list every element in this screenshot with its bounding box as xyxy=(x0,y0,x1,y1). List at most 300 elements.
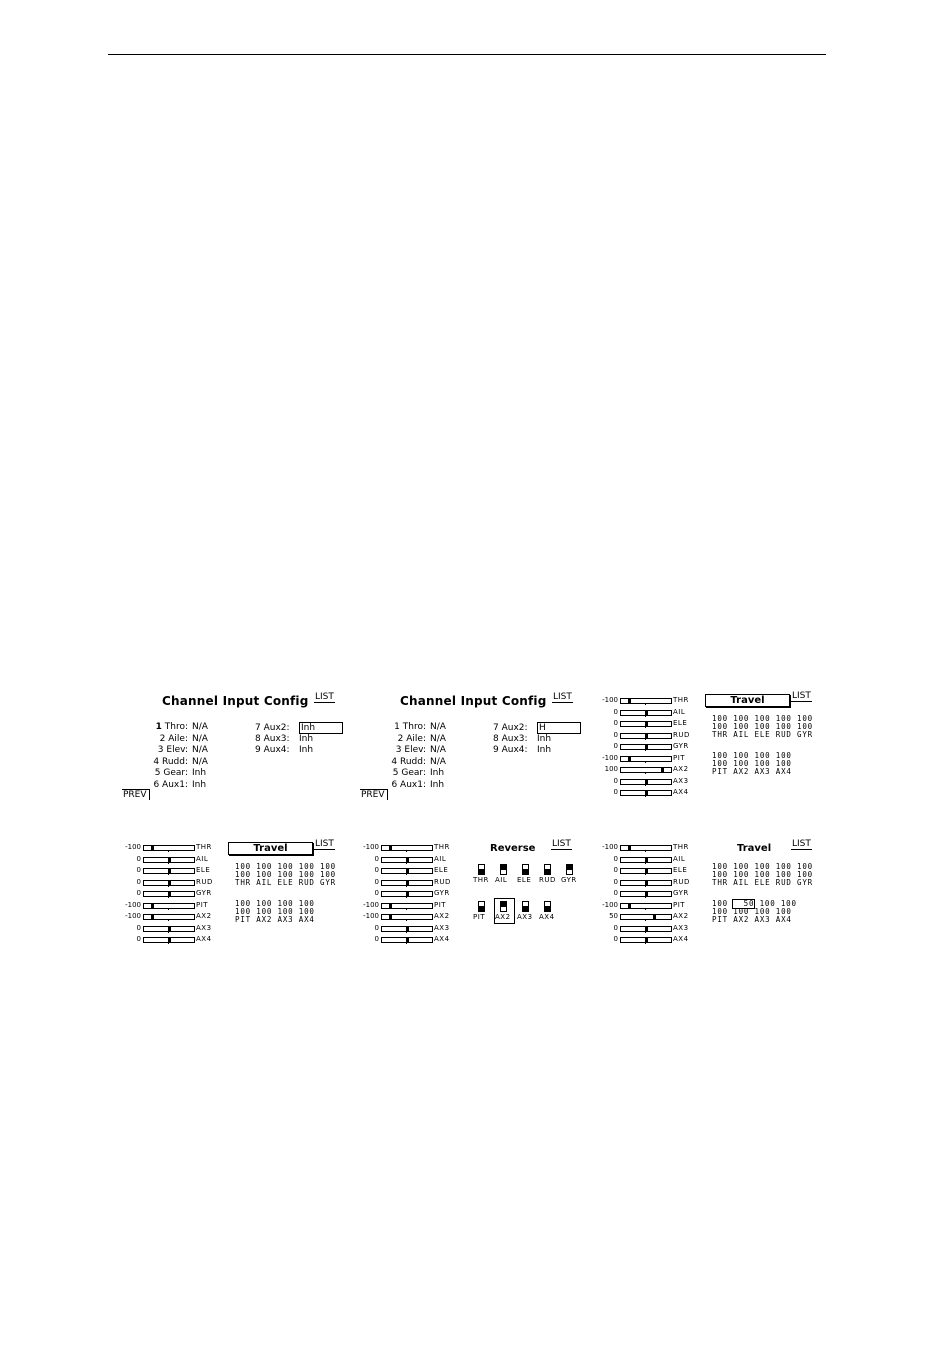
travel-values-row-3: 100 100 100 100 xyxy=(235,899,315,908)
channel-value: N/A xyxy=(430,733,446,744)
monitor-row-rud xyxy=(613,730,695,742)
channel-value: Inh xyxy=(537,745,552,755)
travel-labels-row-2: PIT AX2 AX3 AX4 xyxy=(712,767,792,776)
monitor-row-gyr xyxy=(374,888,456,900)
monitor-position-marker xyxy=(645,733,648,739)
monitor-center-tick xyxy=(168,850,169,852)
monitor-row-pit xyxy=(125,900,218,912)
channel-number: 3 xyxy=(157,745,164,755)
channel-value: Inh xyxy=(192,779,207,790)
travel-value-rest: 100 100 xyxy=(759,899,797,908)
monitor-value: 0 xyxy=(374,889,379,897)
travel-values-row-1: 100 100 100 100 100 xyxy=(712,862,813,871)
monitor-value: -100 xyxy=(125,843,141,851)
travel-values-row-3: 100 100 100 100 xyxy=(712,751,792,760)
monitor-row-ax4 xyxy=(374,934,456,946)
monitor-position-marker xyxy=(645,721,648,727)
reverse-switch-state xyxy=(545,906,550,911)
monitor-bar xyxy=(620,937,672,943)
channel-value-selected[interactable]: Inh xyxy=(299,722,343,734)
monitor-channel-name: AX4 xyxy=(673,935,689,943)
reverse-screen xyxy=(470,838,585,928)
channel-name: Elev: xyxy=(166,745,188,755)
monitor-channel-name: AX2 xyxy=(434,912,450,920)
channel-row-1[interactable] xyxy=(358,722,446,734)
monitor-position-marker xyxy=(168,891,171,897)
travel-labels-row-2: PIT AX2 AX3 AX4 xyxy=(712,915,792,924)
monitor-position-marker xyxy=(645,779,648,785)
monitor-bar xyxy=(620,903,672,909)
channel-label xyxy=(358,745,426,757)
monitor-channel-name: AX3 xyxy=(434,923,450,932)
channel-row-3[interactable] xyxy=(358,745,446,757)
monitor-value: 0 xyxy=(613,707,618,716)
channel-row-5[interactable] xyxy=(358,768,444,780)
travel-screen-2 xyxy=(228,838,348,928)
monitor-channel-name: THR xyxy=(196,843,212,851)
monitor-value: 0 xyxy=(613,730,618,739)
monitor-row-ax3 xyxy=(374,923,456,935)
list-button[interactable]: LIST xyxy=(315,692,334,702)
monitor-bar xyxy=(143,903,195,909)
monitor-position-marker xyxy=(645,937,648,943)
channel-value: Inh xyxy=(430,768,445,778)
monitor-center-tick xyxy=(645,761,646,763)
monitor-channel-name: AIL xyxy=(434,854,447,863)
monitor-row-pit xyxy=(363,900,456,912)
monitor-row-ail xyxy=(136,854,218,866)
monitor-position-marker xyxy=(645,710,648,716)
reverse-switch-state xyxy=(501,865,506,870)
channel-name: Aux4: xyxy=(263,745,290,755)
monitor-row-pit xyxy=(602,753,695,765)
monitor-bar xyxy=(143,857,195,863)
monitor-bar xyxy=(143,926,195,932)
channel-label xyxy=(120,745,188,757)
monitor-position-marker xyxy=(168,926,171,932)
monitor-row-ax2 xyxy=(604,764,695,776)
monitor-screen-1 xyxy=(602,695,695,800)
monitor-channel-name: RUD xyxy=(434,877,451,886)
monitor-bar xyxy=(620,710,672,716)
monitor-value: 0 xyxy=(613,889,618,897)
list-button[interactable]: LIST xyxy=(553,692,572,702)
monitor-bar xyxy=(620,845,672,851)
monitor-position-marker xyxy=(406,868,409,874)
travel-title: Travel xyxy=(228,842,313,855)
channel-row-3[interactable] xyxy=(120,745,208,757)
travel-labels-row-1: THR AIL ELE RUD GYR xyxy=(712,730,813,739)
monitor-value: -100 xyxy=(363,912,379,920)
monitor-channel-name: GYR xyxy=(673,742,689,750)
reverse-title: Reverse xyxy=(490,843,536,854)
travel-title: Travel xyxy=(705,694,790,707)
list-button[interactable]: LIST xyxy=(792,839,811,849)
monitor-center-tick xyxy=(645,703,646,705)
reverse-label: GYR xyxy=(561,876,577,884)
channel-row-5[interactable] xyxy=(120,768,206,780)
monitor-position-marker xyxy=(406,857,409,863)
monitor-value: 0 xyxy=(136,854,141,863)
monitor-position-marker xyxy=(628,698,631,704)
reverse-switch-pit[interactable] xyxy=(478,901,485,912)
monitor-position-marker xyxy=(645,868,648,874)
screen-title: Channel Input Config xyxy=(400,694,547,708)
monitor-channel-name: PIT xyxy=(196,900,209,909)
reverse-switch-state xyxy=(523,906,528,911)
reverse-label: AX4 xyxy=(539,913,555,921)
reverse-switch-ail[interactable] xyxy=(500,864,507,875)
reverse-label: PIT xyxy=(473,913,486,921)
monitor-bar xyxy=(620,926,672,932)
channel-value: N/A xyxy=(192,756,208,767)
reverse-switch-ele[interactable] xyxy=(522,864,529,875)
channel-number: 9 xyxy=(255,745,261,755)
channel-name: Aux4: xyxy=(501,745,528,755)
monitor-value: -100 xyxy=(602,843,618,851)
channel-input-config-screen-1 xyxy=(120,690,350,805)
monitor-channel-name: RUD xyxy=(673,730,690,739)
channel-name: Aux2: xyxy=(263,723,290,733)
channel-name: Aux1: xyxy=(162,779,188,790)
channel-name: Thro: xyxy=(164,722,188,732)
monitor-position-marker xyxy=(645,790,648,796)
reverse-label: THR xyxy=(473,876,489,884)
channel-label xyxy=(358,757,426,769)
channel-number: 4 xyxy=(391,756,398,767)
monitor-row-ax2 xyxy=(609,911,695,923)
travel-values-row-2: 100 100 100 100 100 xyxy=(235,870,336,879)
channel-name: Aux3: xyxy=(263,733,290,744)
reverse-switch-ax3[interactable] xyxy=(522,901,529,912)
channel-label xyxy=(493,734,537,746)
channel-number: 6 xyxy=(153,779,160,790)
channel-row-8[interactable] xyxy=(255,734,313,746)
monitor-screen-4 xyxy=(602,842,695,947)
monitor-channel-name: ELE xyxy=(196,866,211,874)
monitor-bar xyxy=(381,926,433,932)
monitor-bar xyxy=(381,914,433,920)
channel-name: Aux2: xyxy=(501,723,528,733)
monitor-value: 0 xyxy=(613,742,618,750)
monitor-value: 0 xyxy=(136,935,141,943)
monitor-row-thr xyxy=(363,842,456,854)
monitor-position-marker xyxy=(645,926,648,932)
channel-label xyxy=(255,734,299,746)
reverse-switch-state xyxy=(479,906,484,911)
channel-number: 5 xyxy=(154,768,161,778)
channel-name: Gear: xyxy=(401,768,426,778)
monitor-position-marker xyxy=(406,937,409,943)
monitor-position-marker xyxy=(406,891,409,897)
monitor-value: -100 xyxy=(125,912,141,920)
channel-name: Rudd: xyxy=(399,756,426,767)
monitor-channel-name: ELE xyxy=(673,866,688,874)
reverse-switch-state xyxy=(523,869,528,874)
channel-value: N/A xyxy=(192,745,208,755)
monitor-position-marker xyxy=(661,767,664,773)
monitor-value: -100 xyxy=(363,843,379,851)
monitor-row-ail xyxy=(374,854,456,866)
monitor-channel-name: GYR xyxy=(673,889,689,897)
monitor-row-ax4 xyxy=(613,934,695,946)
travel-labels-row-2: PIT AX2 AX3 AX4 xyxy=(235,915,315,924)
monitor-bar xyxy=(620,698,672,704)
monitor-position-marker xyxy=(645,744,648,750)
channel-number: 7 xyxy=(493,723,499,733)
channel-row-2[interactable] xyxy=(120,734,208,746)
monitor-bar xyxy=(620,790,672,796)
channel-value: Inh xyxy=(299,733,314,744)
monitor-position-marker xyxy=(389,845,392,851)
monitor-channel-name: RUD xyxy=(673,877,690,886)
monitor-bar xyxy=(381,891,433,897)
monitor-row-ax4 xyxy=(613,787,695,799)
channel-value: Inh xyxy=(430,779,445,790)
monitor-value: 0 xyxy=(136,889,141,897)
channel-name: Aux1: xyxy=(400,779,426,790)
monitor-channel-name: AX2 xyxy=(673,912,689,920)
monitor-channel-name: AX4 xyxy=(196,935,212,943)
monitor-bar xyxy=(620,779,672,785)
monitor-bar xyxy=(620,891,672,897)
monitor-channel-name: GYR xyxy=(434,889,450,897)
reverse-switch-thr[interactable] xyxy=(478,864,485,875)
monitor-position-marker xyxy=(168,857,171,863)
monitor-bar xyxy=(381,845,433,851)
monitor-center-tick xyxy=(645,919,646,921)
monitor-channel-name: ELE xyxy=(673,719,688,727)
monitor-value: -100 xyxy=(602,753,618,762)
monitor-row-thr xyxy=(125,842,218,854)
monitor-row-ail xyxy=(613,707,695,719)
travel-value-ax2-selected[interactable]: 50 xyxy=(733,900,754,908)
channel-row-9[interactable] xyxy=(255,745,313,757)
monitor-bar xyxy=(620,733,672,739)
channel-value: N/A xyxy=(430,756,446,767)
channel-number: 1 xyxy=(394,722,400,732)
channel-input-config-screen-2 xyxy=(358,690,588,805)
monitor-bar xyxy=(143,880,195,886)
monitor-bar xyxy=(620,767,672,773)
monitor-channel-name: PIT xyxy=(673,900,686,909)
travel-screen-3 xyxy=(705,838,825,928)
channel-label xyxy=(358,768,426,780)
monitor-value: 0 xyxy=(136,877,141,886)
monitor-position-marker xyxy=(628,756,631,762)
monitor-position-marker xyxy=(645,891,648,897)
channel-name: Aile: xyxy=(406,733,426,744)
travel-title: Travel xyxy=(737,843,772,854)
channel-label xyxy=(358,734,426,746)
monitor-row-thr xyxy=(602,842,695,854)
reverse-switch-rud[interactable] xyxy=(544,864,551,875)
screen-title: Channel Input Config xyxy=(162,694,309,708)
monitor-row-gyr xyxy=(136,888,218,900)
reverse-label: ELE xyxy=(517,876,532,884)
monitor-row-gyr xyxy=(613,888,695,900)
monitor-value: 0 xyxy=(613,923,618,932)
monitor-channel-name: RUD xyxy=(196,877,213,886)
reverse-label: RUD xyxy=(539,876,556,884)
monitor-bar xyxy=(381,937,433,943)
channel-number: 8 xyxy=(255,733,261,744)
monitor-value: -100 xyxy=(125,900,141,909)
monitor-channel-name: AIL xyxy=(673,707,686,716)
monitor-row-ail xyxy=(613,854,695,866)
monitor-value: 50 xyxy=(609,912,618,920)
monitor-value: 0 xyxy=(613,788,618,796)
monitor-position-marker xyxy=(151,903,154,909)
monitor-bar xyxy=(620,744,672,750)
channel-value: Inh xyxy=(537,733,552,744)
channel-number: 2 xyxy=(159,733,166,744)
reverse-switch-state xyxy=(545,869,550,874)
monitor-channel-name: THR xyxy=(434,843,450,851)
monitor-bar xyxy=(620,857,672,863)
channel-row-1[interactable] xyxy=(120,722,208,734)
monitor-bar xyxy=(620,756,672,762)
channel-number: 4 xyxy=(153,756,160,767)
monitor-center-tick xyxy=(645,772,646,774)
monitor-value: 0 xyxy=(613,719,618,727)
channel-number: 1 xyxy=(155,722,162,732)
monitor-center-tick xyxy=(645,908,646,910)
channel-number: 5 xyxy=(392,768,399,778)
travel-values-row-1: 100 100 100 100 100 xyxy=(235,862,336,871)
monitor-channel-name: ELE xyxy=(434,866,449,874)
monitor-value: 0 xyxy=(136,866,141,874)
travel-values-row-1: 100 100 100 100 100 xyxy=(712,714,813,723)
monitor-row-rud xyxy=(136,877,218,889)
monitor-center-tick xyxy=(406,908,407,910)
monitor-value: 100 xyxy=(604,765,618,773)
monitor-center-tick xyxy=(406,850,407,852)
travel-value-pit: 100 xyxy=(712,899,728,908)
reverse-label: AIL xyxy=(495,876,508,884)
travel-screen-1 xyxy=(705,690,825,780)
monitor-value: -100 xyxy=(363,900,379,909)
monitor-bar xyxy=(143,937,195,943)
monitor-row-ax3 xyxy=(136,923,218,935)
monitor-position-marker xyxy=(406,926,409,932)
list-button[interactable]: LIST xyxy=(792,691,811,701)
monitor-row-ele xyxy=(374,865,456,877)
monitor-value: 0 xyxy=(374,923,379,932)
page-header-rule xyxy=(108,54,826,55)
monitor-channel-name: AIL xyxy=(673,854,686,863)
monitor-row-ax2 xyxy=(363,911,456,923)
reverse-label: AX3 xyxy=(517,913,533,921)
channel-label xyxy=(120,734,188,746)
monitor-center-tick xyxy=(645,850,646,852)
reverse-switch-state xyxy=(479,869,484,874)
monitor-screen-2 xyxy=(125,842,218,947)
monitor-value: 0 xyxy=(613,854,618,863)
channel-name: Aux3: xyxy=(501,733,528,744)
monitor-row-ax3 xyxy=(613,923,695,935)
monitor-row-ele xyxy=(136,865,218,877)
monitor-position-marker xyxy=(168,937,171,943)
monitor-channel-name: AX4 xyxy=(673,788,689,796)
channel-label xyxy=(358,722,426,734)
list-button[interactable]: LIST xyxy=(552,839,571,849)
monitor-bar xyxy=(620,914,672,920)
monitor-bar xyxy=(620,721,672,727)
monitor-bar xyxy=(620,868,672,874)
channel-row-4[interactable] xyxy=(358,757,446,769)
monitor-channel-name: AX3 xyxy=(196,923,212,932)
monitor-channel-name: AX3 xyxy=(673,776,689,785)
monitor-position-marker xyxy=(653,914,656,920)
monitor-channel-name: AX2 xyxy=(196,912,212,920)
channel-value: N/A xyxy=(192,722,208,732)
channel-name: Elev: xyxy=(404,745,426,755)
channel-value: Inh xyxy=(299,745,314,755)
monitor-position-marker xyxy=(645,880,648,886)
channel-number: 9 xyxy=(493,745,499,755)
travel-values-row-2: 100 100 100 100 100 xyxy=(712,722,813,731)
channel-label xyxy=(255,745,299,757)
channel-value: Inh xyxy=(192,768,207,778)
monitor-screen-3 xyxy=(363,842,456,947)
monitor-value: 0 xyxy=(374,877,379,886)
monitor-value: 0 xyxy=(374,935,379,943)
channel-name: Aile: xyxy=(168,733,188,744)
monitor-bar xyxy=(620,880,672,886)
monitor-channel-name: AX3 xyxy=(673,923,689,932)
channel-row-2[interactable] xyxy=(358,734,446,746)
travel-values-row-2: 100 100 100 100 100 xyxy=(712,870,813,879)
channel-name: Gear: xyxy=(163,768,188,778)
monitor-position-marker xyxy=(151,845,154,851)
list-button[interactable]: LIST xyxy=(315,839,334,849)
channel-number: 6 xyxy=(391,779,398,790)
monitor-position-marker xyxy=(406,880,409,886)
monitor-position-marker xyxy=(151,914,154,920)
channel-number: 2 xyxy=(397,733,404,744)
reverse-selection-cursor xyxy=(494,898,515,924)
monitor-bar xyxy=(381,868,433,874)
monitor-row-ele xyxy=(613,865,695,877)
monitor-bar xyxy=(143,868,195,874)
monitor-center-tick xyxy=(168,919,169,921)
monitor-position-marker xyxy=(628,903,631,909)
monitor-value: 0 xyxy=(613,866,618,874)
monitor-row-ax4 xyxy=(136,934,218,946)
monitor-center-tick xyxy=(406,919,407,921)
prev-button[interactable]: PREV xyxy=(122,789,150,800)
monitor-row-gyr xyxy=(613,741,695,753)
channel-value-selected[interactable]: H xyxy=(537,722,581,734)
monitor-position-marker xyxy=(389,903,392,909)
monitor-channel-name: GYR xyxy=(196,889,212,897)
reverse-switch-gyr[interactable] xyxy=(566,864,573,875)
channel-value: N/A xyxy=(430,745,446,755)
channel-number: 8 xyxy=(493,733,499,744)
channel-row-4[interactable] xyxy=(120,757,208,769)
monitor-channel-name: THR xyxy=(673,843,689,851)
channel-name: Thro: xyxy=(402,722,426,732)
channel-row-9[interactable] xyxy=(493,745,551,757)
reverse-label: AX2 xyxy=(495,913,511,921)
reverse-switch-ax4[interactable] xyxy=(544,901,551,912)
monitor-bar xyxy=(381,903,433,909)
monitor-position-marker xyxy=(389,914,392,920)
monitor-value: 0 xyxy=(136,923,141,932)
channel-row-8[interactable] xyxy=(493,734,551,746)
prev-button[interactable]: PREV xyxy=(360,789,388,800)
